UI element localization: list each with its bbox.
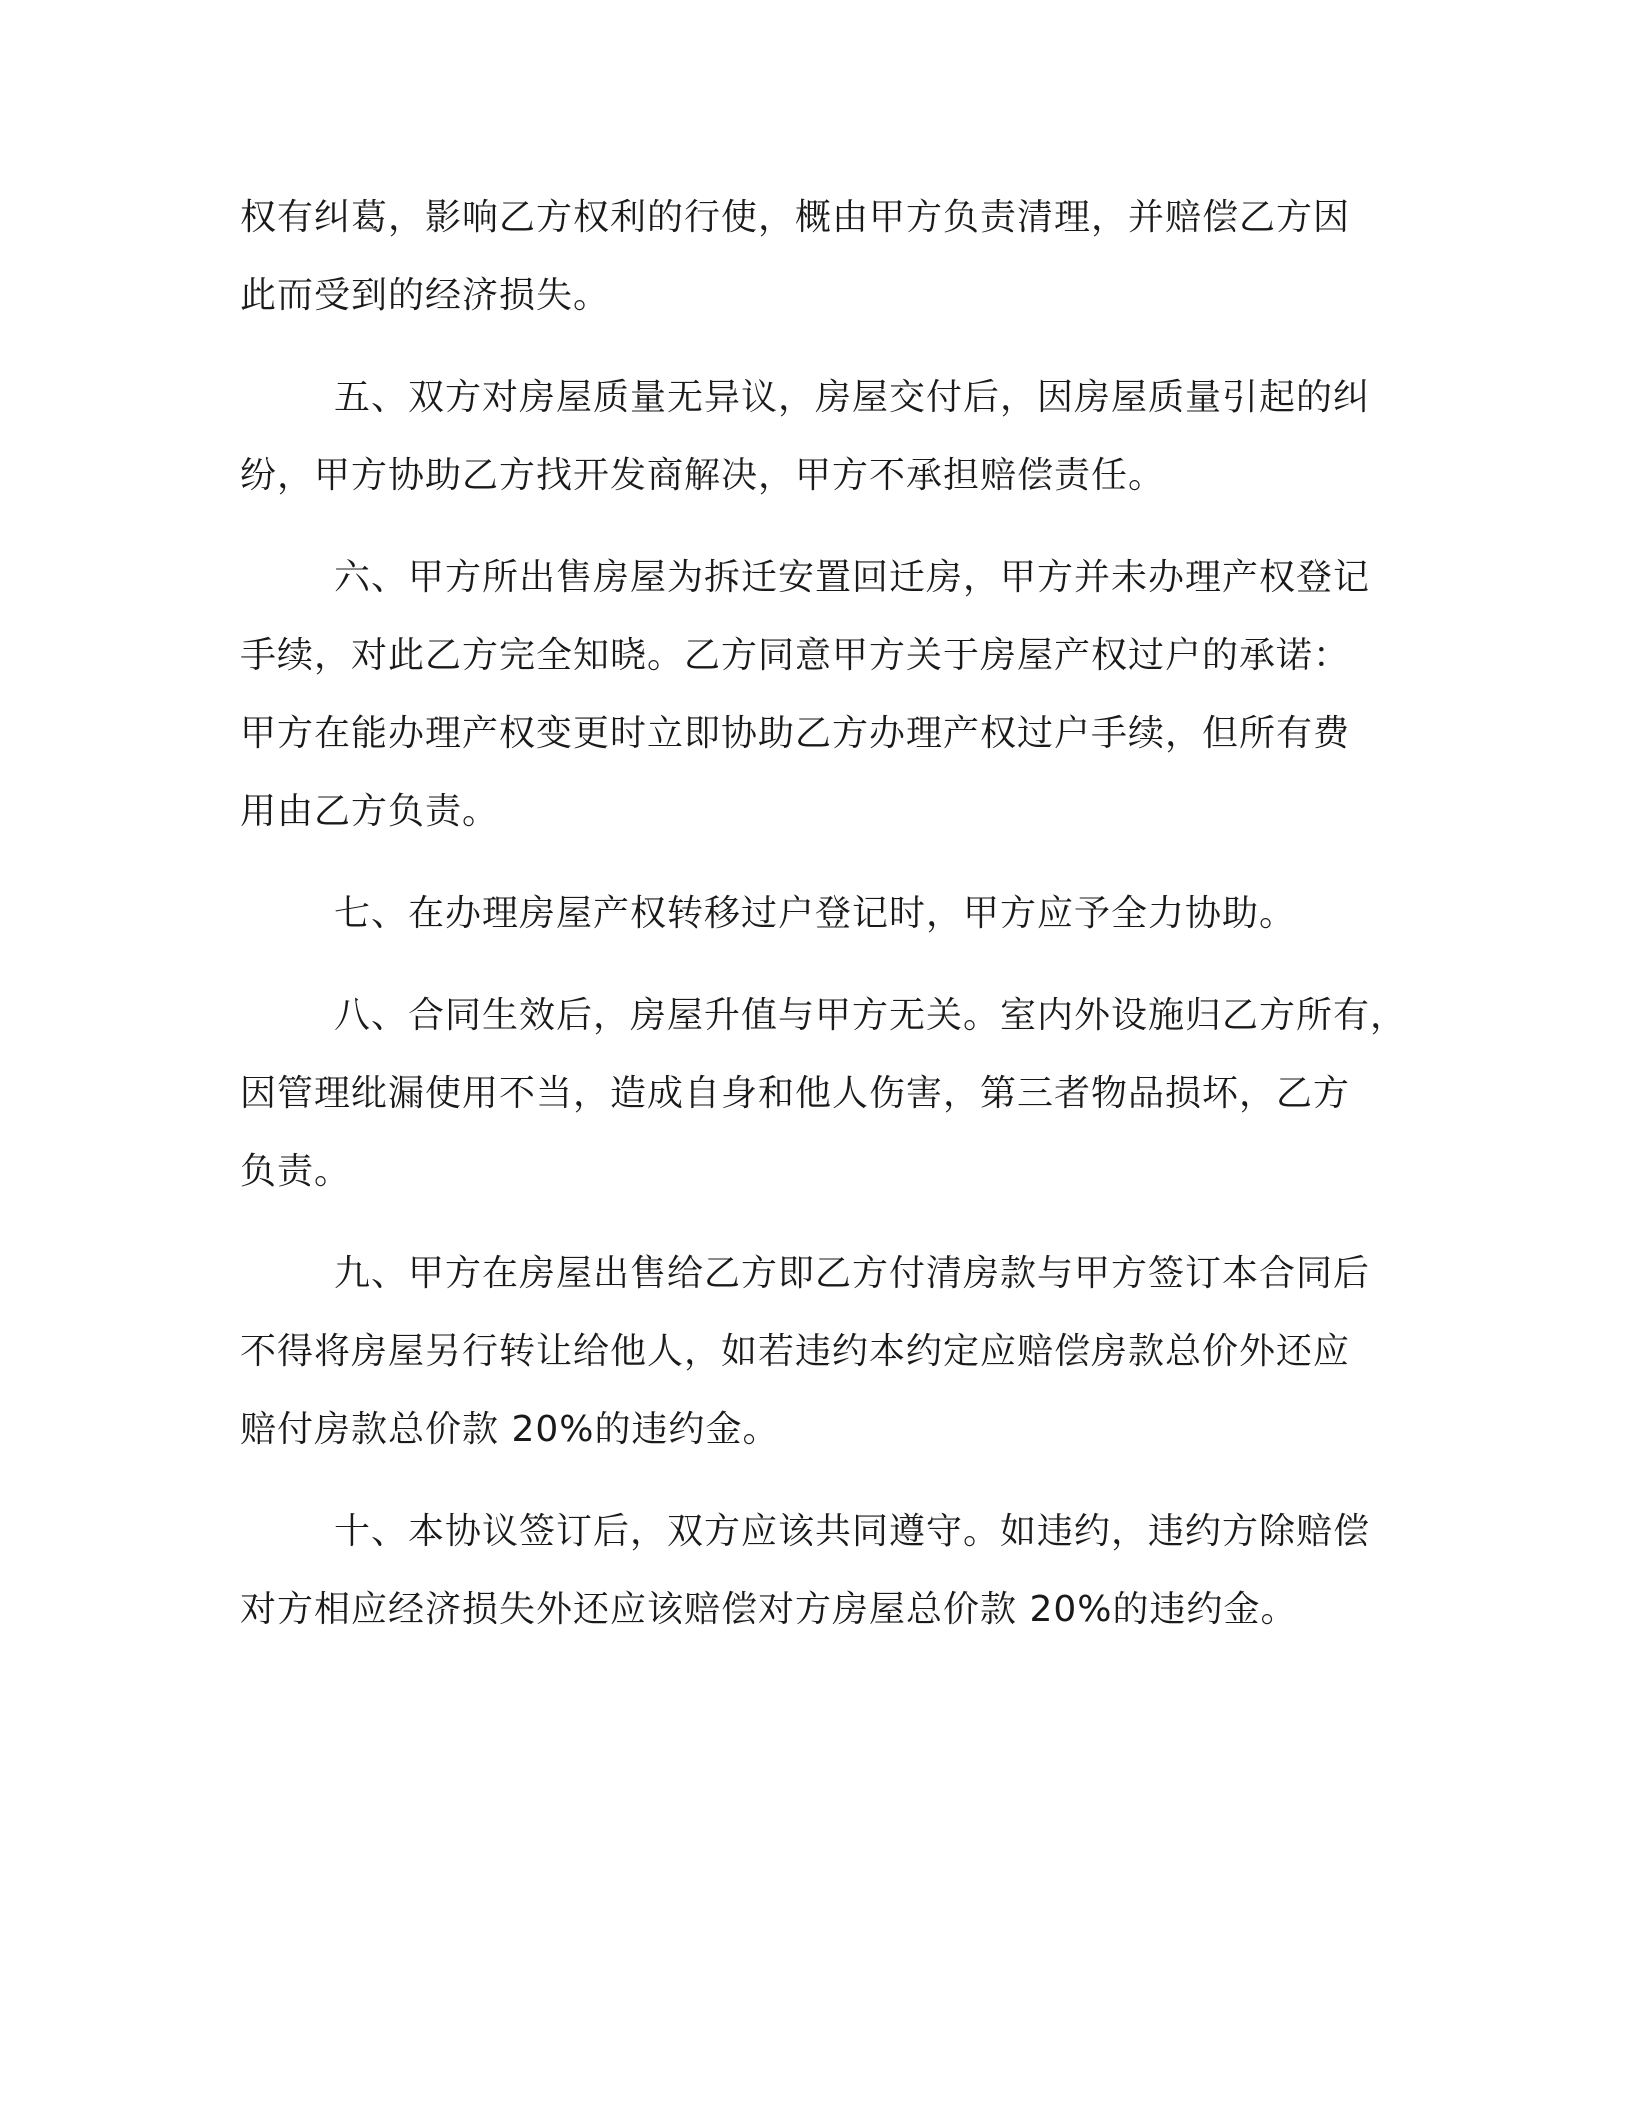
text-line: 权有纠葛，影响乙方权利的行使，概由甲方负责清理，并赔偿乙方因 bbox=[240, 197, 1351, 238]
clause-6-line: 六、甲方所出售房屋为拆迁安置回迁房，甲方并未办理产权登记 bbox=[334, 557, 1371, 598]
text-line: 用由乙方负责。 bbox=[240, 791, 500, 832]
text-line: 纷，甲方协助乙方找开发商解决，甲方不承担赔偿责任。 bbox=[240, 455, 1166, 496]
clause-10-line: 十、本协议签订后，双方应该共同遵守。如违约，违约方除赔偿 bbox=[334, 1511, 1371, 1552]
text-line: 对方相应经济损失外还应该赔偿对方房屋总价款 20%的违约金。 bbox=[240, 1589, 1298, 1630]
text-line: 此而受到的经济损失。 bbox=[240, 275, 611, 316]
text-line: 手续，对此乙方完全知晓。乙方同意甲方关于房屋产权过户的承诺： bbox=[240, 635, 1351, 676]
text-line: 负责。 bbox=[240, 1151, 352, 1192]
clause-7-line: 七、在办理房屋产权转移过户登记时，甲方应予全力协助。 bbox=[334, 893, 1297, 934]
clause-8-line: 八、合同生效后，房屋升值与甲方无关。室内外设施归乙方所有， bbox=[334, 995, 1408, 1036]
clause-9-line: 九、甲方在房屋出售给乙方即乙方付清房款与甲方签订本合同后 bbox=[334, 1253, 1371, 1294]
text-line: 甲方在能办理产权变更时立即协助乙方办理产权过户手续，但所有费 bbox=[240, 713, 1351, 754]
clause-5-line: 五、双方对房屋质量无异议，房屋交付后，因房屋质量引起的纠 bbox=[334, 377, 1371, 418]
text-line: 不得将房屋另行转让给他人，如若违约本约定应赔偿房款总价外还应 bbox=[240, 1331, 1351, 1372]
text-line: 因管理纰漏使用不当，造成自身和他人伤害，第三者物品损坏，乙方 bbox=[240, 1073, 1351, 1114]
text-line: 赔付房款总价款 20%的违约金。 bbox=[240, 1409, 780, 1450]
